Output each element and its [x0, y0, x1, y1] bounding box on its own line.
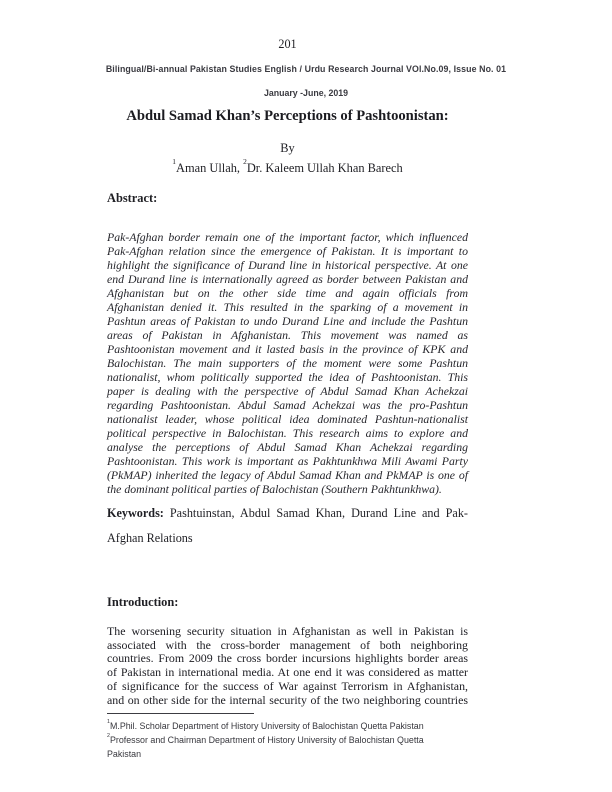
- abstract-line: Pashtoonistan. This work is important as Pakhtunkhwa Mili Awami Party: [107, 454, 468, 468]
- abstract-line: Pashtoonistan movement and it lasted basis in the province of KPK and: [107, 342, 468, 356]
- abstract-line: nationalist leader, whose political idea dominated Pashtun-nationalist: [107, 412, 468, 426]
- article-title: Abdul Samad Khan’s Perceptions of Pashtoonistan:: [126, 108, 449, 124]
- authors-line: [107, 156, 468, 176]
- abstract-line: highlight the significance of Durand line in historical perspective. At one: [107, 258, 468, 272]
- abstract-line: the dominant political parties of Balochistan (Southern Pakhtunkhwa).: [107, 482, 442, 496]
- keywords-line: [107, 506, 468, 521]
- introduction-heading: Introduction:: [107, 595, 179, 609]
- abstract-line: regarding Pashtoonistan. Abdul Samad Achekzai was the pro-Pashtun: [107, 398, 468, 412]
- abstract-line: political perspective in Balochistan. This research aims to explore and: [107, 426, 468, 440]
- issue-date-line: January -June, 2019: [263, 88, 349, 98]
- abstract-text: [107, 230, 468, 496]
- keywords-continuation: Afghan Relations: [107, 531, 193, 545]
- introduction-line: associated with the cross-border management of both neighboring: [107, 637, 468, 652]
- abstract-line: Pak-Afghan border remain one of the important factor, which influenced: [107, 230, 468, 244]
- author1-name: Aman Ullah,: [176, 161, 244, 175]
- footnote-1: [107, 720, 475, 734]
- abstract-line: Pashtun areas of Pakistan to undo Durand Line and include the Pashtun: [107, 314, 468, 328]
- author1-footnote-ref: 1: [172, 156, 177, 166]
- author2-name: Dr. Kaleem Ullah Khan Barech: [246, 161, 403, 175]
- abstract-line: nationalist, whom politically supported the idea of Pashtoonistan. This: [107, 370, 468, 384]
- abstract-line: end Durand line is internationally agreed as border between Pakistan and: [107, 272, 468, 286]
- abstract-line: paper is dealing with the perspective of Abdul Samad Khan Achekzai: [107, 384, 468, 398]
- footnote-2-text: Professor and Chairman Department of History University of Balochistan Quetta: [109, 734, 424, 745]
- page-number: 201: [278, 37, 297, 51]
- introduction-text: [107, 625, 468, 707]
- footnote-1-text: M.Phil. Scholar Department of History University of Balochistan Quetta Pakistan: [109, 721, 424, 731]
- footnote-2: [107, 734, 475, 748]
- journal-header-line: Bilingual/Bi-annual Pakistan Studies English / Urdu Research Journal VOl.No.09, Issue No. 01: [105, 64, 507, 74]
- footnote-2-continuation: Pakistan: [107, 748, 142, 759]
- introduction-line: countries. From 2009 the cross border incursions highlights border areas: [107, 651, 468, 666]
- abstract-line: areas of Pakistan in Afghanistan. This movement was named as: [107, 328, 468, 342]
- keywords-list: Pashtuinstan, Abdul Samad Khan, Durand Line and Pak-: [163, 506, 468, 520]
- footnote-separator-rule: [107, 713, 254, 714]
- author2-footnote-ref: 2: [243, 156, 247, 166]
- footnote-1-marker: 1: [107, 719, 110, 726]
- abstract-line: Afghanistan denied it. This resulted in the sparking of a movement in: [107, 300, 468, 314]
- abstract-line: (PkMAP) inherited the legacy of Abdul Samad Khan and PkMAP is one of: [107, 468, 468, 482]
- introduction-line: of Pakistan in international media. At one end it was considered as matter: [107, 665, 468, 680]
- abstract-heading: Abstract:: [107, 191, 158, 205]
- footnote-2-marker: 2: [107, 733, 110, 740]
- byline: By: [280, 141, 295, 155]
- keywords-label: Keywords:: [107, 506, 164, 520]
- abstract-line: Balochistan. The main supporters of the moment were some Pashtun: [107, 356, 468, 370]
- introduction-line: of significance for the success of War against Terrorism in Afghanistan,: [107, 678, 468, 693]
- footnotes-block: [107, 720, 475, 762]
- abstract-line: Afghanistan but on the other side time and again officials from: [107, 286, 468, 300]
- introduction-line: and on other side for the internal security of the two neighboring countries: [107, 692, 468, 707]
- introduction-line: The worsening security situation in Afghanistan as well in Pakistan is: [107, 624, 468, 638]
- abstract-line: analyse the perceptions of Abdul Samad Khan Achekzai regarding: [107, 440, 468, 454]
- abstract-line: Pak-Afghan relation since the emergence of Pakistan. It is important to: [107, 244, 468, 258]
